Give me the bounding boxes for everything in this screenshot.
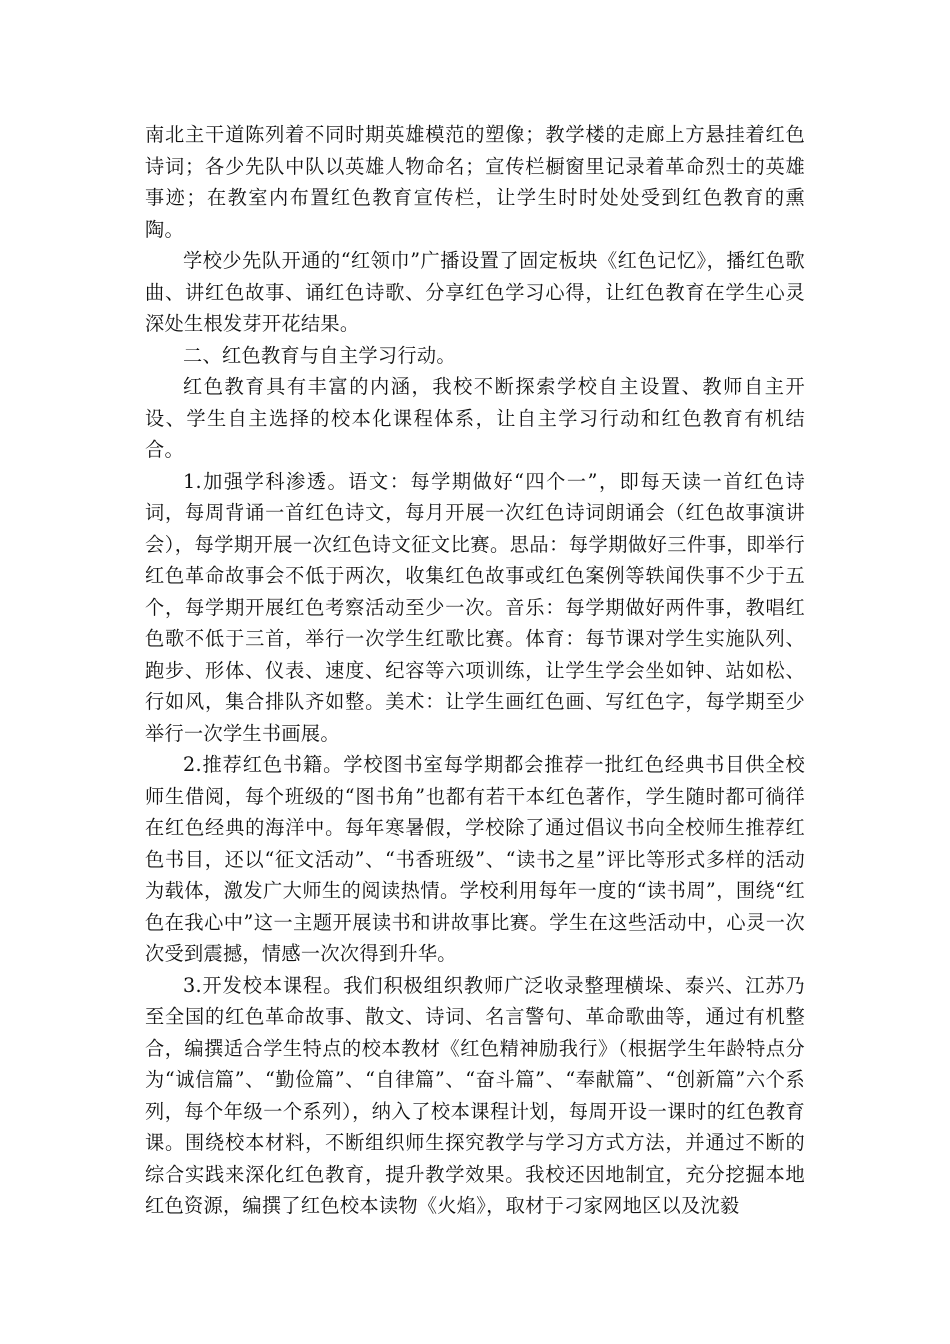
- paragraph-6: 3.开发校本课程。我们积极组织教师广泛收录整理横垛、泰兴、江苏乃至全国的红色革命故事、散文、诗词、名言警句、革命歌曲等，通过有机整合，编撰适合学生特点的校本教材《红色精神励我行》（根据学生年龄特点分为“诚信篇”、“勤俭篇”、“自律篇”、“奋斗篇”、“奉献篇”、“创新篇”六个系列，每个年级一个系列），纳入了校本课程计划，每周开设一课时的红色教育课。围绕校本材料，不断组织师生探究教学与学习方式方法，并通过不断的综合实践来深化红色教育，提升教学效果。我校还因地制宜，充分挖掘本地红色资源，编撰了红色校本读物《火焰》，取材于刁家网地区以及沈毅: [145, 973, 805, 1217]
- document-page: [145, 119, 805, 1222]
- section-heading: 二、红色教育与自主学习行动。: [183, 343, 456, 367]
- paragraph-3: 红色教育具有丰富的内涵，我校不断探索学校自主设置、教师自主开设、学生自主选择的校本化课程体系，让自主学习行动和红色教育有机结合。: [145, 375, 805, 461]
- paragraph-4: 1.加强学科渗透。语文：每学期做好“四个一”，即每天读一首红色诗词，每周背诵一首红色诗文，每月开展一次红色诗词朗诵会（红色故事演讲会），每学期开展一次红色诗文征文比赛。思品：每学期做好三件事，即举行红色革命故事会不低于两次，收集红色故事或红色案例等轶闻佚事不少于五个，每学期开展红色考察活动至少一次。音乐：每学期做好两件事，教唱红色歌不低于三首，举行一次学生红歌比赛。体育：每节课对学生实施队列、跑步、形体、仪表、速度、纪容等六项训练，让学生学会坐如钟、站如松、行如风，集合排队齐如整。美术：让学生画红色画、写红色字，每学期至少举行一次学生书画展。: [145, 469, 805, 745]
- paragraph-1: 南北主干道陈列着不同时期英雄模范的塑像；教学楼的走廊上方悬挂着红色诗词；各少先队中队以英雄人物命名；宣传栏橱窗里记录着革命烈士的英雄事迹；在教室内布置红色教育宣传栏，让学生时时处处受到红色教育的熏陶。: [145, 123, 805, 241]
- paragraph-5: 2.推荐红色书籍。学校图书室每学期都会推荐一批红色经典书目供全校师生借阅，每个班级的“图书角”也都有若干本红色著作，学生随时都可徜徉在红色经典的海洋中。每年寒暑假，学校除了通过倡议书向全校师生推荐红色书目，还以“征文活动”、“书香班级”、“读书之星”评比等形式多样的活动为载体，激发广大师生的阅读热情。学校利用每年一度的“读书周”，围绕“红色在我心中”这一主题开展读书和讲故事比赛。学生在这些活动中，心灵一次次受到震撼，情感一次次得到升华。: [145, 753, 805, 965]
- paragraph-2: 学校少先队开通的“红领巾”广播设置了固定板块《红色记忆》，播红色歌曲、讲红色故事、诵红色诗歌、分享红色学习心得，让红色教育在学生心灵深处生根发芽开花结果。: [145, 249, 805, 335]
